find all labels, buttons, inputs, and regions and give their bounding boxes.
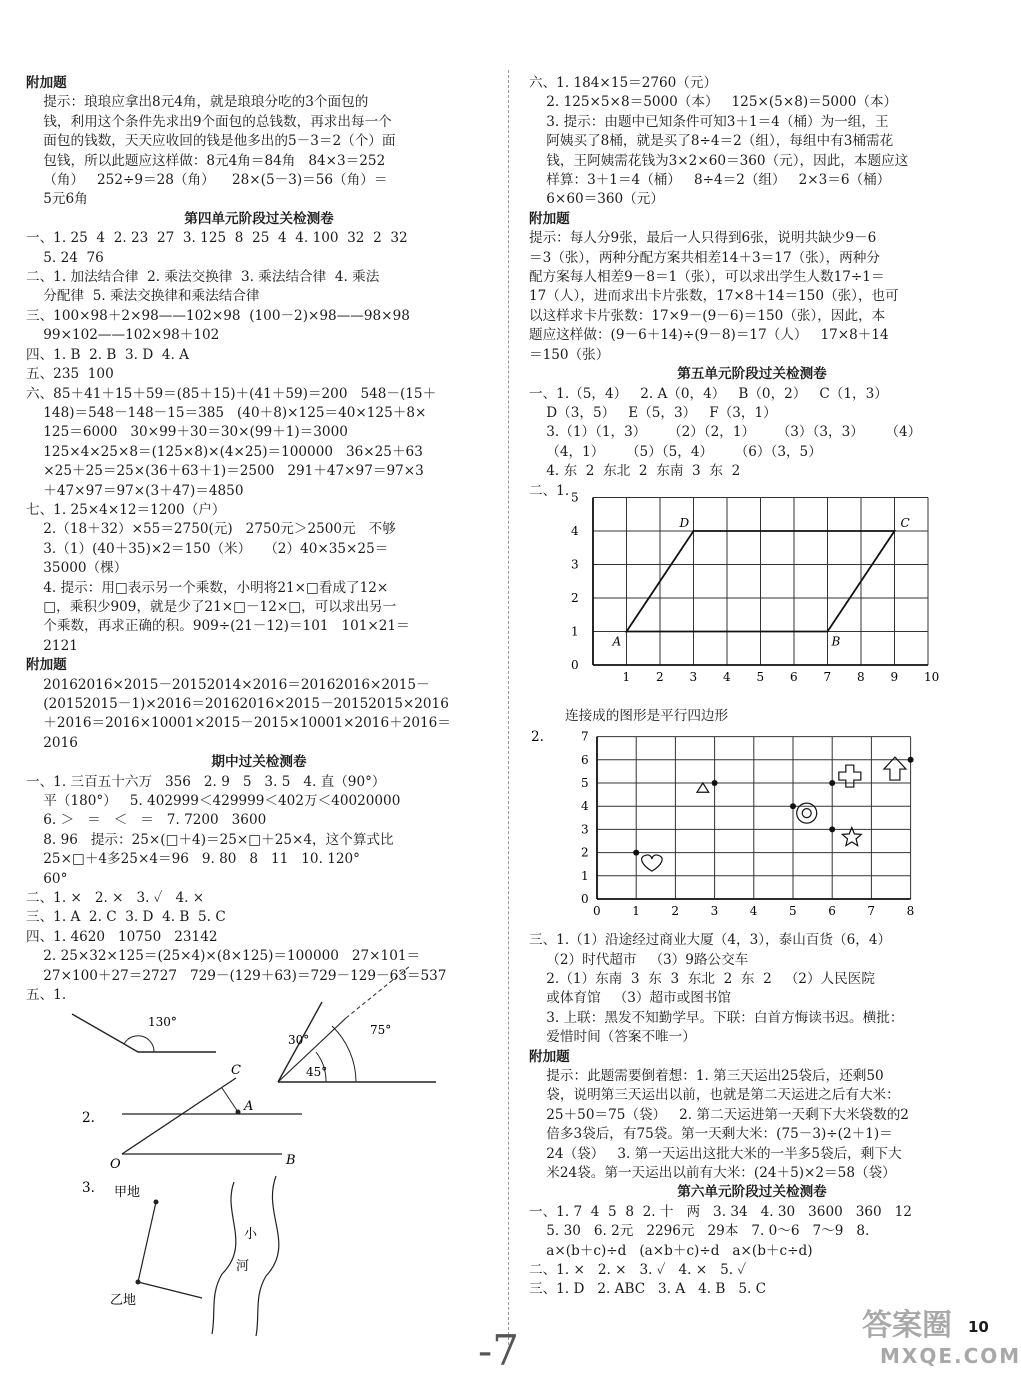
text-line: ×25＋25＝25×(36＋63＋1)＝2500 291＋47×97＝97×3 — [26, 463, 424, 480]
label-o: O — [110, 1157, 121, 1172]
grid1-x-tick: 5 — [756, 669, 765, 684]
text-line: 三、1.（1）沿途经过商业大厦（4，3），泰山百货（6，4） — [529, 932, 892, 949]
text-line: ＋2016＝2016×10001×2015－2015×10001×2016＋2016＝ — [26, 715, 451, 732]
text-line: 二、1. 加法结合律 2. 乘法交换律 3. 乘法结合律 4. 乘法 — [26, 269, 380, 286]
text-line: 3.（1）(40＋35)×2＝150（米） （2）40×35×25＝ — [26, 540, 389, 557]
text-line: (20152015－1)×2016＝20162016×2015－20152015×2016 — [26, 696, 449, 712]
river-bank-left — [212, 1182, 236, 1334]
text-line: 35000（棵） — [26, 560, 128, 577]
text-line: 平（180°） 5. 402999＜429999＜402万＜40020000 — [26, 793, 401, 810]
text-line: 提示：琅琅应拿出8元4角，就是琅琅分吃的3个面包的 — [26, 94, 369, 111]
text-line: 6. ＞ ＝ ＜ ＝ 7. 7200 3600 — [26, 812, 267, 829]
q2-label: 2. — [82, 1110, 95, 1126]
text-line: 24（袋） 3. 第一天运出这批大米的一半多5袋后，剩下大 — [529, 1145, 902, 1162]
text-line: ＝150（张） — [529, 346, 610, 363]
text-line: 三、100×98＋2×98——102×98 (100－2)×98——98×98 — [26, 307, 410, 324]
perpendicular-line — [222, 1088, 238, 1112]
text-line: 配方案每人相差9－8＝1（张），可以求出学生人数17÷1＝ — [529, 269, 885, 286]
grid-figure-2 — [529, 727, 975, 931]
star-icon — [842, 827, 861, 845]
text-line: 样算：3＋1＝4（桶） 8÷4＝2（组） 2×3＝6（桶） — [529, 172, 891, 189]
text-line: （角） 252÷9＝28（角） 28×(5－3)＝56（角）＝ — [26, 172, 388, 189]
text-line: 一、1. 25 4 2. 23 27 3. 125 8 25 4 4. 100 32 2 32 — [26, 230, 408, 247]
grid1-x-tick: 9 — [890, 669, 899, 684]
text-line: 60° — [26, 870, 68, 887]
text-line: 以这样求卡片张数：17×9－(9－6)＝150（张），因此，本 — [529, 307, 886, 324]
text-line: （2）时代超市 （3）9路公交车 — [529, 951, 749, 968]
section-title: 第六单元阶段过关检测卷 — [677, 1184, 827, 1201]
text-line: 5. 24 76 — [26, 249, 104, 266]
left-figures — [26, 1004, 492, 1350]
grid2-x-tick: 3 — [710, 903, 719, 918]
heart-icon — [642, 855, 663, 871]
grid1-y-tick: 2 — [571, 590, 579, 605]
text-line: 3.（1）（1，3） （2）（2，1） （3）（3，3） （4） — [529, 424, 922, 441]
grid2-point — [829, 780, 835, 786]
grid2-y-tick: 3 — [581, 822, 589, 837]
grid2-point — [908, 757, 914, 763]
path-to-river — [138, 1282, 202, 1298]
grid2-point — [829, 826, 835, 832]
text-line: 面包的钱数，天天应收回的钱是他多出的5－3＝2（个）面 — [26, 133, 396, 150]
text-line: 阿姨买了8桶，就是买了8÷4＝2（组），每组中有3桶需花 — [529, 133, 894, 150]
text-line: 2121 — [26, 637, 78, 654]
grid2-y-tick: 0 — [581, 891, 589, 906]
grid2-x-tick: 5 — [789, 903, 797, 918]
text-line: 倍多3袋后，有75袋。第一天剩大米：(75－3)÷(2＋1)＝ — [529, 1126, 893, 1143]
text-line: 二、1. — [529, 482, 570, 499]
angle-figures — [26, 1004, 492, 1344]
angle-130-lines — [72, 1014, 216, 1052]
text-line: 148)＝548－148－15＝385 (40＋8)×125＝40×125＋8× — [26, 404, 427, 421]
text-line: 25＋50＝75（袋） 2. 第二天运进第一天剩下大米袋数的2 — [529, 1106, 909, 1123]
section-heading: 附加题 — [26, 75, 67, 91]
grid1-caption: 连接成的图形是平行四边形 — [565, 708, 729, 725]
river-bank-right — [256, 1176, 279, 1336]
text-line: 提示：每人分9张，最后一人只得到6张，说明共缺少9－6 — [529, 230, 877, 247]
grid2-x-tick: 8 — [906, 903, 915, 918]
grid2-question-label: 2. — [531, 728, 544, 745]
left-column — [26, 74, 492, 1006]
angle-130-arc — [124, 1036, 154, 1052]
grid2-x-tick: 2 — [671, 903, 680, 918]
grid1-x-tick: 8 — [857, 669, 865, 684]
text-line: 五、1. — [26, 987, 67, 1004]
right-bottom-text — [529, 931, 975, 1300]
text-line: 20162016×2015－20152014×2016＝20162016×2015－ — [26, 676, 430, 693]
text-line: 米24袋。第一天运出以前有大米：(24＋5)×2＝58（袋） — [529, 1165, 896, 1182]
text-line: 个乘数，再求正确的积。909÷(21－12)＝101 101×21＝ — [26, 618, 410, 635]
page-number: 10 — [968, 1318, 989, 1336]
watermark-url: MXQE.COM — [880, 1344, 1021, 1368]
point-a — [236, 1110, 241, 1115]
grid1-y-tick: 4 — [571, 523, 579, 538]
grid1-point-label: C — [900, 515, 910, 530]
text-line: 二、1. × 2. × 3. ✓ 4. × 5. ✓ — [529, 1262, 747, 1279]
section-title: 期中过关检测卷 — [211, 754, 307, 771]
text-line: （4，1） （5）（5，4） （6）（3，5） — [529, 443, 822, 460]
grid1-x-tick: 10 — [924, 669, 940, 684]
text-line: 钱，利用这个条件先求出9个面包的总钱数，再求出每一个 — [26, 113, 392, 130]
text-line: 3. 提示：由题中已知条件可知3＋1＝4（桶）为一组，王 — [529, 113, 889, 130]
text-line: 125×4×25×8＝(125×8)×(4×25)＝100000 36×25＋63 — [26, 443, 423, 460]
grid1-y-tick: 0 — [571, 657, 579, 672]
text-line: 一、1.（5，4） 2. A（0，4） B（0，2） C（1，3） — [529, 385, 888, 402]
text-line: 一、1. 三百五十六万 356 2. 9 5 3. 5 4. 直（90°） — [26, 773, 386, 790]
grid2-y-tick: 5 — [581, 775, 589, 790]
text-line: ＋47×97＝97×(3＋47)＝4850 — [26, 482, 244, 499]
angle-45-label: 45° — [306, 1065, 328, 1079]
river-label-1: 小 — [244, 1227, 258, 1242]
label-jia: 甲地 — [114, 1185, 141, 1200]
angle-130-label: 130° — [148, 1015, 177, 1029]
text-line: 五、235 100 — [26, 366, 114, 383]
angle-75-label: 75° — [370, 1023, 392, 1037]
triangle-icon — [697, 783, 709, 792]
watermark-logo: 答案圈 — [862, 1308, 952, 1343]
angle-75-arc — [332, 1026, 356, 1082]
text-line: □，乘积少909，就是少了21×□－12×□，可以求出另一 — [26, 598, 397, 615]
text-line: 2.（1）东南 3 东 3 东北 2 东 2 （2）人民医院 — [529, 970, 875, 987]
grid1-x-tick: 4 — [723, 669, 731, 684]
grid1-x-tick: 1 — [622, 669, 631, 684]
section-heading: 附加题 — [26, 657, 67, 674]
grid1-y-tick: 1 — [571, 624, 579, 639]
text-line: D（3，5） E（5，3） F（3，1） — [529, 404, 777, 421]
text-line: 四、1. B 2. B 3. D 4. A — [26, 346, 189, 363]
q3-label: 3. — [82, 1180, 95, 1196]
river-label-2: 河 — [236, 1259, 250, 1274]
text-line: 提示：此题需要倒着想：1. 第三天运出25袋后，还剩50 — [529, 1068, 884, 1084]
text-line: 分配律 5. 乘法交换律和乘法结合律 — [26, 288, 260, 305]
text-line: 2.（18＋32）×55＝2750(元) 2750元＞2500元 不够 — [26, 521, 396, 538]
label-a: A — [244, 1099, 254, 1114]
text-line: 17（人），进而求出卡片张数，17×8＋14＝150（张），也可 — [529, 288, 899, 305]
label-b: B — [286, 1153, 296, 1168]
grid2-x-tick: 7 — [867, 903, 876, 918]
text-line: 3. 上联：黑发不知勤学早。下联：白首方悔读书迟。横批： — [529, 1009, 904, 1026]
grid2-y-tick: 2 — [581, 845, 589, 860]
text-line: 99×102——102×98＋102 — [26, 327, 220, 344]
right-column — [529, 74, 975, 1300]
grid1-point-label: D — [679, 515, 690, 530]
grid2-x-tick: 4 — [749, 903, 758, 918]
grid2-y-tick: 4 — [581, 798, 589, 813]
grid1-y-tick: 5 — [571, 490, 579, 505]
handwritten-mark: -7 — [478, 1326, 519, 1375]
section-heading: 附加题 — [529, 1048, 570, 1065]
grid2-x-tick: 6 — [828, 903, 836, 918]
text-line: a×(b＋c)÷d (a×b＋c)÷d a×(b＋c÷d) — [529, 1242, 813, 1259]
section-title: 第四单元阶段过关检测卷 — [184, 210, 334, 227]
grid2-x-tick: 0 — [593, 903, 601, 918]
text-line: 8. 96 提示：25×(□＋4)＝25×□＋25×4，这个算式比 — [26, 831, 394, 848]
grid1-x-tick: 2 — [656, 669, 664, 684]
text-line: 4. 东 2 东北 2 东南 3 东 2 — [529, 463, 741, 480]
target-icon-inner — [802, 808, 811, 817]
right-top-text — [529, 74, 975, 501]
grid1-y-tick: 3 — [571, 557, 579, 572]
text-line: 2. 125×5×8＝5000（本） 125×(5×8)＝5000（本） — [529, 94, 898, 111]
label-yi: 乙地 — [110, 1293, 137, 1308]
coordinate-grid-2 — [529, 727, 975, 925]
text-line: 5元6角 — [26, 191, 88, 208]
grid2-point — [712, 780, 718, 786]
text-line: 或体育馆 （3）超市或图书馆 — [529, 990, 732, 1007]
text-line: 三、1. A 2. C 3. D 4. B 5. C — [26, 909, 226, 926]
section-heading: 附加题 — [529, 210, 570, 227]
label-c: C — [231, 1063, 241, 1078]
text-line: 题应这样做：(9－6＋14)÷(9－8)＝17（人） 17×8＋14 — [529, 327, 889, 344]
grid1-x-tick: 3 — [689, 669, 698, 684]
text-line: ＝3（张），两种分配方案共相差14＋3＝17（张），两种分 — [529, 249, 880, 266]
path-jia-yi — [138, 1202, 156, 1282]
text-line: 二、1. × 2. × 3. ✓ 4. × — [26, 890, 205, 907]
grid1-point-label: B — [831, 634, 841, 649]
text-line: 包钱，所以此题应这样做：8元4角＝84角 84×3＝252 — [26, 152, 386, 169]
grid1-x-tick: 7 — [823, 669, 832, 684]
text-line: 爱惜时间（答案不唯一） — [529, 1029, 696, 1046]
grid2-point — [790, 803, 796, 809]
ray-oc — [122, 1078, 236, 1154]
text-line: 七、1. 25×4×12＝1200（户） — [26, 501, 226, 518]
text-line: 2. 25×32×125＝(25×4)×(8×125)＝100000 27×101＝ — [26, 948, 421, 965]
section-title: 第五单元阶段过关检测卷 — [677, 366, 827, 383]
grid2-y-tick: 1 — [581, 868, 589, 883]
grid2-y-tick: 6 — [581, 752, 589, 767]
text-line: 六、1. 184×15＝2760（元） — [529, 75, 718, 91]
cross-icon — [839, 765, 861, 787]
grid1-x-tick: 6 — [790, 669, 798, 684]
grid2-y-tick: 7 — [581, 729, 589, 744]
column-divider — [508, 70, 510, 1350]
text-line: 125＝6000 30×99＋30＝30×(99＋1)＝3000 — [26, 424, 348, 441]
text-line: 2016 — [26, 734, 78, 751]
text-line: 四、1. 4620 10750 23142 — [26, 928, 218, 945]
text-line: 袋，说明第三天运出以前，也就是第二天运进之后有大米： — [529, 1087, 900, 1104]
text-line: 六、85＋41＋15＋59＝(85＋15)＋(41＋59)＝200 548－(15＋ — [26, 385, 437, 402]
up-arrow-icon — [884, 757, 906, 780]
text-line: 一、1. 7 4 5 8 2. 十 两 3. 34 4. 30 3600 360 12 — [529, 1203, 912, 1220]
text-line: 4. 提示：用□表示另一个乘数，小明将21×□看成了12× — [26, 579, 389, 596]
text-line: 27×100＋27＝2727 729－(129＋63)＝729－129－63＝537 — [26, 967, 447, 984]
grid2-x-tick: 1 — [632, 903, 640, 918]
text-line: 5. 30 6. 2元 2296元 29本 7. 0～6 7～9 8. — [529, 1223, 870, 1240]
angle-30-label: 30° — [288, 1033, 310, 1047]
grid1-point-label: A — [612, 634, 622, 649]
text-line: 钱，王阿姨需花钱为3×2×60＝360（元），因此，本题应这 — [529, 152, 909, 169]
text-line: 三、1. D 2. ABC 3. A 4. B 5. C — [529, 1281, 767, 1298]
text-line: 25×□＋4多25×4＝96 9. 80 8 11 10. 120° — [26, 851, 360, 868]
grid2-point — [633, 849, 639, 855]
text-line: 6×60＝360（元） — [529, 191, 664, 208]
